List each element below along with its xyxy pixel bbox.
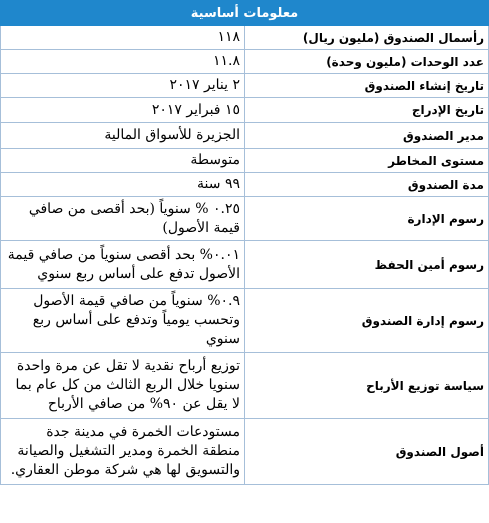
row-value-custodian-fees: ٠.٠١% بحد أقصى سنوياً من صافي قيمة الأصول تدفع على أساس ربع سنوي: [1, 241, 245, 289]
table-row: [1, 26, 489, 50]
row-label-custodian-fees: رسوم أمين الحفظ: [245, 241, 489, 289]
row-value-fund-admin-fees: ٠.٩% سنوياً من صافي قيمة الأصول وتحسب يومياً وتدفع على أساس ربع سنوي: [1, 289, 245, 353]
row-label-units: عدد الوحدات (مليون وحدة): [245, 50, 489, 74]
row-value-fund-term: ٩٩ سنة: [1, 173, 245, 197]
row-value-capital: ١١٨: [1, 26, 245, 50]
table-row: [1, 197, 489, 241]
table-row: [1, 74, 489, 98]
row-value-risk-level: متوسطة: [1, 149, 245, 173]
row-label-capital: رأسمال الصندوق (مليون ريال): [245, 26, 489, 50]
row-value-fund-assets: مستودعات الخمرة في مدينة جدة منطقة الخمرة ومدير التشغيل والصيانة والتسويق لها هي شركة موطن العقاري.: [1, 419, 245, 485]
table-row: [1, 241, 489, 289]
table-row: [1, 149, 489, 173]
row-label-dividend-policy: سياسة توزيع الأرباح: [245, 353, 489, 419]
row-label-listing-date: تاريخ الإدراج: [245, 98, 489, 123]
table-header-row: [1, 1, 489, 26]
row-value-dividend-policy: توزيع أرباح نقدية لا تقل عن مرة واحدة سنويا خلال الربع الثالث من كل عام بما لا يقل عن ٩٠% من صافي الأرباح: [1, 353, 245, 419]
table-row: [1, 173, 489, 197]
row-value-management-fees: ٠.٢٥ % سنوياً (بحد أقصى من صافي قيمة الأصول): [1, 197, 245, 241]
table-title: معلومات أساسية: [1, 1, 489, 26]
row-label-inception-date: تاريخ إنشاء الصندوق: [245, 74, 489, 98]
row-label-fund-admin-fees: رسوم إدارة الصندوق: [245, 289, 489, 353]
table-row: [1, 50, 489, 74]
row-label-fund-assets: أصول الصندوق: [245, 419, 489, 485]
table-row: [1, 419, 489, 485]
table-row: [1, 353, 489, 419]
row-value-fund-manager: الجزيرة للأسواق المالية: [1, 123, 245, 149]
row-value-units: ١١.٨: [1, 50, 245, 74]
row-label-risk-level: مستوى المخاطر: [245, 149, 489, 173]
row-label-management-fees: رسوم الإدارة: [245, 197, 489, 241]
row-value-inception-date: ٢ يناير ٢٠١٧: [1, 74, 245, 98]
table-row: [1, 289, 489, 353]
row-label-fund-manager: مدير الصندوق: [245, 123, 489, 149]
table-row: [1, 123, 489, 149]
row-label-fund-term: مدة الصندوق: [245, 173, 489, 197]
row-value-listing-date: ١٥ فبراير ٢٠١٧: [1, 98, 245, 123]
table-row: [1, 98, 489, 123]
